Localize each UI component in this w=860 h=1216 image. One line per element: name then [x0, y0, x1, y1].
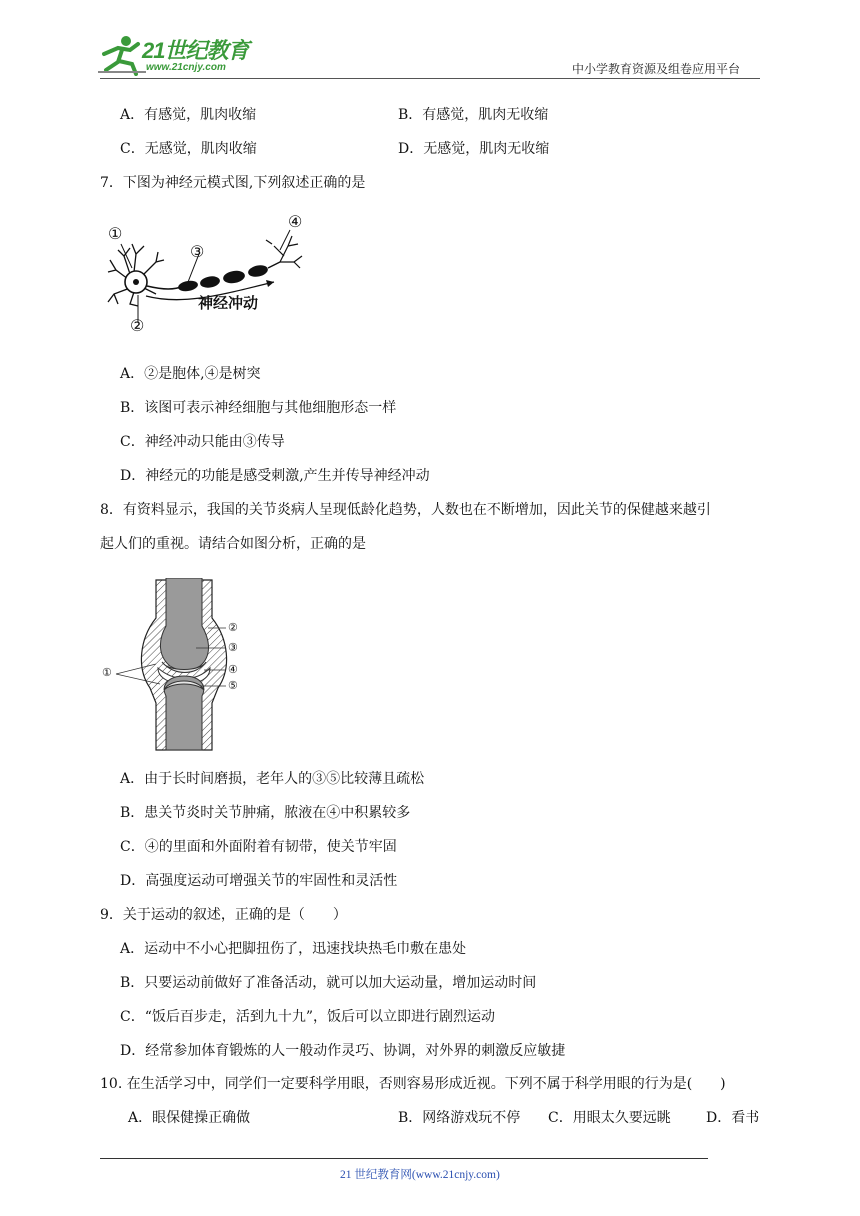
logo [96, 34, 266, 78]
q7-option-d: D．神经元的功能是感受刺激,产生并传导神经冲动 [120, 468, 430, 484]
q7-option-c: C．神经冲动只能由③传导 [120, 434, 285, 450]
q10-option-c: C．用眼太久要远眺 [548, 1110, 671, 1126]
joint-label-5: ⑤ [228, 679, 238, 692]
q8-stem-line-2: 起人们的重视。请结合如图分析，正确的是 [100, 536, 366, 552]
joint-label-2: ② [228, 621, 238, 634]
q8-option-a: A．由于长时间磨损，老年人的③⑤比较薄且疏松 [120, 771, 425, 787]
neuron-caption: 神经冲动 [198, 294, 259, 312]
q8-option-c: C．④的里面和外面附着有韧带，使关节牢固 [120, 839, 397, 855]
q7-option-b: B．该图可表示神经细胞与其他细胞形态一样 [120, 400, 397, 416]
logo-title: 21世纪教育 [142, 38, 249, 63]
header-platform-text: 中小学教育资源及组卷应用平台 [572, 62, 741, 76]
header-divider [100, 78, 760, 79]
q7-stem: 7．下图为神经元模式图,下列叙述正确的是 [100, 175, 366, 191]
q10-option-a: A．眼保健操正确做 [128, 1110, 251, 1126]
q9-option-d: D．经常参加体育锻炼的人一般动作灵巧、协调，对外界的刺激反应敏捷 [120, 1043, 566, 1059]
q6-option-b: B．有感觉，肌肉无收缩 [398, 107, 549, 123]
q7-option-a: A．②是胞体,④是树突 [120, 366, 261, 382]
q10-option-d: D．看书 [706, 1110, 760, 1126]
neuron-label-4: ④ [288, 212, 303, 231]
q9-option-b: B．只要运动前做好了准备活动，就可以加大运动量，增加运动时间 [120, 975, 537, 991]
neuron-label-2: ② [130, 316, 145, 335]
footer-link[interactable]: 21 世纪教育网(www.21cnjy.com) [340, 1169, 500, 1181]
neuron-label-3: ③ [190, 242, 205, 261]
q9-stem: 9．关于运动的叙述，正确的是（ ） [100, 907, 347, 923]
logo-url: www.21cnjy.com [146, 62, 226, 73]
neuron-label-1: ① [108, 224, 123, 243]
footer-divider [100, 1158, 708, 1159]
q8-option-d: D．高强度运动可增强关节的牢固性和灵活性 [120, 873, 398, 889]
q10-option-b: B．网络游戏玩不停 [398, 1110, 521, 1126]
q6-option-d: D．无感觉，肌肉无收缩 [398, 141, 550, 157]
q6-option-a: A．有感觉，肌肉收缩 [120, 107, 257, 123]
q9-option-a: A．运动中不小心把脚扭伤了，迅速找块热毛巾敷在患处 [120, 941, 467, 957]
joint-label-4: ④ [228, 663, 238, 676]
joint-label-3: ③ [228, 641, 238, 654]
joint-label-1: ① [102, 666, 112, 679]
q10-stem: 10. 在生活学习中，同学们一定要科学用眼，否则容易形成近视。下列不属于科学用眼的行为是( ) [100, 1076, 726, 1092]
q6-option-c: C．无感觉，肌肉收缩 [120, 141, 257, 157]
q9-option-c: C．“饭后百步走，活到九十九”，饭后可以立即进行剧烈运动 [120, 1009, 496, 1025]
q8-option-b: B．患关节炎时关节肿痛，脓液在④中积累较多 [120, 805, 411, 821]
q8-stem-line-1: 8．有资料显示，我国的关节炎病人呈现低龄化趋势，人数也在不断增加，因此关节的保健越来越引 [100, 502, 711, 518]
